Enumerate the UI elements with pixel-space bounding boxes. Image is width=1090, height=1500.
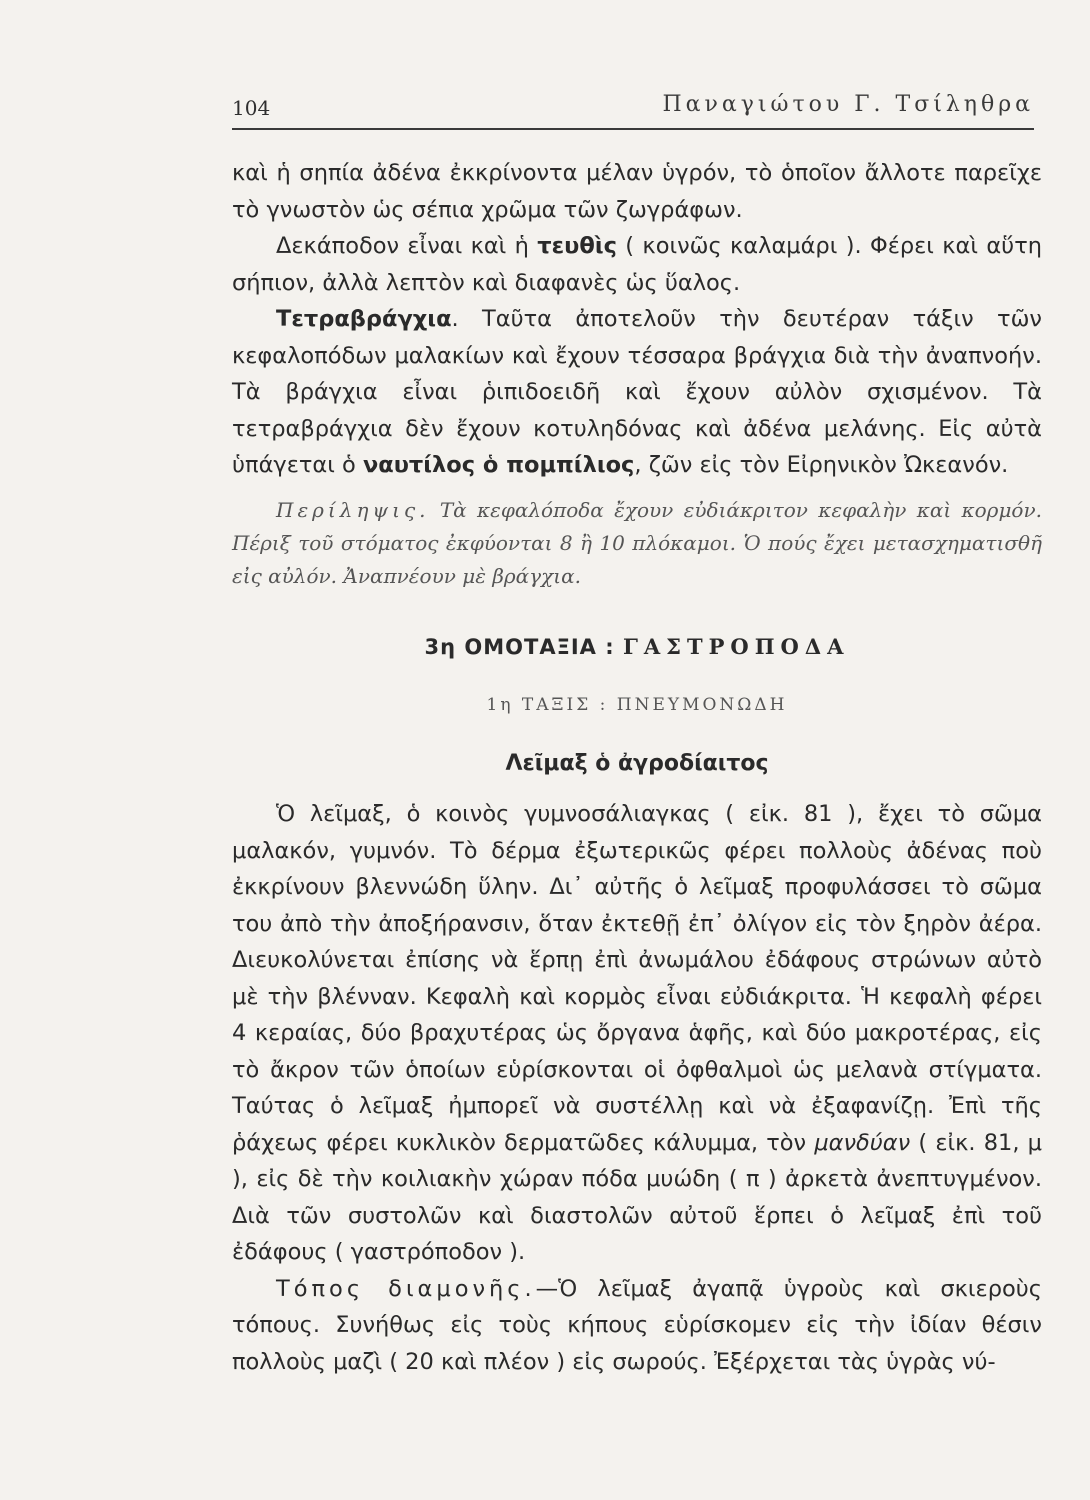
term-tetrabranchia: Τετραβράγχια [276, 306, 452, 332]
paragraph-leimax: Ὁ λεῖμαξ, ὁ κοινὸς γυμνοσάλιαγκας ( εἰκ. 81 ), ἔχει τὸ σῶμα μαλακόν, γυμνόν. Τὸ δέρμα ἐξωτερικῶς φέρει πολλοὺς ἀδένας ποὺ ἐκκρίνουν βλεννώδη ὕλην. Δι᾽ αὐτῆς ὁ λεῖμαξ προφυλάσσει τὸ σῶμα του ἀπὸ τὴν ἀποξήρανσιν, ὅταν ἐκτεθῇ ἐπ᾽ ὀλίγον εἰς τὸν ξηρὸν ἀέρα. Διευκολύνεται ἐπίσης νὰ ἕρπῃ ἐπὶ ἀνωμάλου ἐδάφους στρώνων αὐτὸ μὲ τὴν βλένναν. Κεφαλὴ καὶ κορμὸς εἶναι εὐδιάκριτα. Ἡ κεφαλὴ φέρει 4 κεραίας, δύο βραχυτέρας ὡς ὄργανα ἁφῆς, καὶ δύο μακροτέρας, εἰς τὸ ἄκρον τῶν ὁποίων εὑρίσκονται οἱ ὀφθαλμοὶ ὡς μελανὰ στίγματα. Ταύτας ὁ λεῖμαξ ἠμπορεῖ νὰ συστέλλῃ καὶ νὰ ἐξαφανίζῃ. Ἐπὶ τῆς ῥάχεως φέρει κυκλικὸν δερματῶδες κάλυμμα, τὸν μανδύαν ( εἰκ. 81, μ ), εἰς δὲ τὴν κοιλιακὴν χώραν πόδα μυώδη ( π ) ἀρκετὰ ἀνεπτυγμένον. Διὰ τῶν συστολῶν καὶ διαστολῶν αὐτοῦ ἕρπει ὁ λεῖμαξ ἐπὶ τοῦ ἐδάφους ( γαστρόποδον ). [232, 801, 1042, 1265]
running-head: Παναγιώτου Γ. Τσίληθρα [662, 92, 1034, 117]
paragraph-sepia: καὶ ἡ σηπία ἀδένα ἐκκρίνοντα μέλαν ὑγρόν, τὸ ὁποῖον ἄλλοτε παρεῖχε τὸ γνωστὸν ὡς σέπια χρῶμα τῶν ζωγράφων. [232, 160, 1042, 223]
term-nautilus: ναυτίλος ὁ πομπίλιος [362, 452, 635, 478]
summary: Περίληψις. Τὰ κεφαλόποδα ἔχουν εὐδιάκριτον κεφαλὴν καὶ κορμόν. Πέριξ τοῦ στόματος ἐκφύονται 8 ἢ 10 πλόκαμοι. Ὁ πούς ἔχει μετασχηματισθῆ εἰς αὐλόν. Ἀναπνέουν μὲ βράγχια. [232, 497, 1042, 588]
page-body [232, 155, 1042, 1380]
summary-label: Περίληψις. [276, 497, 430, 522]
paragraph-habitat: Τόπος διαμονῆς.—Ὁ λεῖμαξ ἀγαπᾷ ὑγροὺς καὶ σκιεροὺς τόπους. Συνήθως εἰς τοὺς κήπους εὑρίσκομεν εἰς τὴν ἰδίαν θέσιν πολλοὺς μαζὶ ( 20 καὶ πλέον ) εἰς σωρούς. Ἐξέρχεται τὰς ὑγρὰς νύ- [232, 1275, 1042, 1375]
class-heading: 3η ΟΜΟΤΑΞΙΑ : ΓΑΣΤΡΟΠΟΔΑ [424, 633, 850, 659]
term-teuthis: τευθὶς [537, 233, 617, 259]
order-heading: 1η ΤΑΞΙΣ : ΠΝΕΥΜΟΝΩΔΗ [486, 695, 788, 715]
paragraph-tetrabranchia: Τετραβράγχια. Ταῦτα ἀποτελοῦν τὴν δευτέραν τάξιν τῶν κεφαλοπόδων μαλακίων καὶ ἔχουν τέσσαρα βράγχια διὰ τὴν ἀναπνοήν. Τὰ βράγχια εἶναι ῥιπιδοειδῆ καὶ ἔχουν αὐλὸν σχισμένον. Τὰ τετραβράγχια δὲν ἔχουν κοτυληδόνας καὶ ἀδένα μελάνης. Εἰς αὐτὰ ὑπάγεται ὁ ναυτίλος ὁ πομπίλιος, ζῶν εἰς τὸν Εἰρηνικὸν Ὠκεανόν. [232, 306, 1042, 478]
page-number: 104 [232, 96, 271, 120]
habitat-label: Τόπος διαμονῆς. [276, 1275, 536, 1302]
term-mandyas: μανδύαν [814, 1129, 911, 1156]
page-header [232, 92, 1034, 130]
species-heading: Λεῖμαξ ὁ ἀγροδίαιτος [505, 750, 769, 776]
paragraph-teuthis: Δεκάποδον εἶναι καὶ ἡ τευθὶς ( κοινῶς καλαμάρι ). Φέρει καὶ αὕτη σήπιον, ἀλλὰ λεπτὸν καὶ διαφανὲς ὡς ὕαλος. [232, 233, 1043, 296]
